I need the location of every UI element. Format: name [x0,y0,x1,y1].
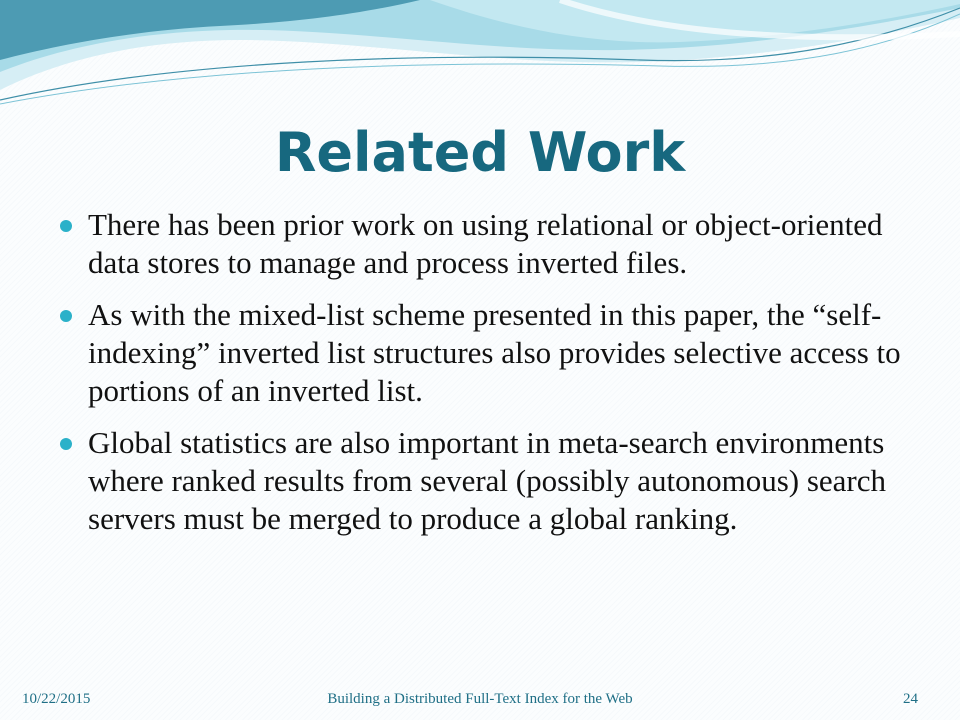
bullet-list [60,206,910,552]
bullet-dot-icon [60,310,72,322]
header-wave-decoration [0,0,960,130]
bullet-dot-icon [60,438,72,450]
bullet-dot-icon [60,220,72,232]
footer-date: 10/22/2015 [22,691,91,707]
bullet-text: There has been prior work on using relational or object-oriented data stores to manage and process inverted files. [88,207,883,280]
footer-title: Building a Distributed Full-Text Index for the Web [327,691,633,707]
bullet-item [60,424,910,538]
footer-page-number: 24 [903,691,918,707]
slide-title: Related Work [274,121,686,184]
bullet-item [60,296,910,410]
bullet-text: As with the mixed-list scheme presented in this paper, the “self-indexing” inverted list structures also provides selective access to portions of an inverted list. [88,297,901,408]
bullet-item [60,206,910,282]
bullet-text: Global statistics are also important in meta-search environments where ranked results from several (possibly autonomous) search servers must be merged to produce a global ranking. [88,425,887,536]
